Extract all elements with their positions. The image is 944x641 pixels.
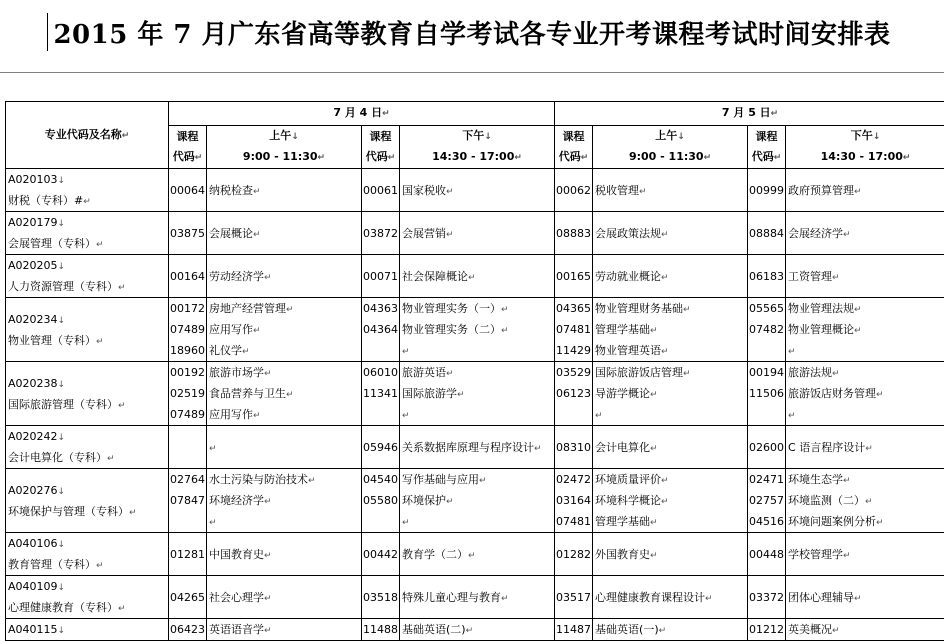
course-name: 外国教育史↵ xyxy=(595,544,745,565)
course-code-cell xyxy=(555,298,593,362)
course-name-cell xyxy=(593,212,748,255)
course-name: 国家税收↵ xyxy=(402,180,552,201)
course-code: 02472 xyxy=(556,469,591,490)
course-code: 04516 xyxy=(749,511,784,532)
major-name: 会计电算化（专科）↵ xyxy=(8,447,166,468)
course-code xyxy=(363,340,398,361)
course-name-cell xyxy=(400,255,555,298)
course-name-cell xyxy=(593,362,748,426)
course-name: 食品营养与卫生↵ xyxy=(209,383,359,404)
major-code: A020238↓ xyxy=(8,373,166,394)
course-code-cell xyxy=(748,576,786,619)
course-name-cell xyxy=(400,426,555,469)
course-code: 00165 xyxy=(556,266,591,287)
course-code-header: 课程 代码↵ xyxy=(748,126,786,169)
course-name-cell xyxy=(786,426,944,469)
text-cursor xyxy=(47,13,48,51)
course-code: 02764 xyxy=(170,469,205,490)
course-name-cell xyxy=(400,212,555,255)
course-name: 团体心理辅导↵ xyxy=(788,587,943,608)
course-code xyxy=(363,511,398,532)
course-name: 导游学概论↵ xyxy=(595,383,745,404)
course-code xyxy=(170,437,205,458)
course-name: 旅游英语↵ xyxy=(402,362,552,383)
course-code: 05580 xyxy=(363,490,398,511)
course-code-cell xyxy=(362,169,400,212)
course-code-cell xyxy=(748,255,786,298)
course-code: 06423 xyxy=(170,619,205,640)
course-code: 03875 xyxy=(170,223,205,244)
course-name: 会展政策法规↵ xyxy=(595,223,745,244)
course-code-cell xyxy=(555,169,593,212)
day-header-row xyxy=(6,102,944,126)
course-name: 税收管理↵ xyxy=(595,180,745,201)
course-name-cell xyxy=(207,576,362,619)
course-code-cell xyxy=(555,619,593,641)
course-code: 11506 xyxy=(749,383,784,404)
major-cell xyxy=(6,533,169,576)
course-code-cell xyxy=(362,533,400,576)
course-code: 05565 xyxy=(749,298,784,319)
course-code: 03518 xyxy=(363,587,398,608)
course-name-cell xyxy=(593,533,748,576)
course-name: 社会心理学↵ xyxy=(209,587,359,608)
course-name-cell xyxy=(400,298,555,362)
course-code-cell xyxy=(555,426,593,469)
course-name: 旅游市场学↵ xyxy=(209,362,359,383)
course-name-cell xyxy=(400,469,555,533)
course-name: 环境生态学↵ xyxy=(788,469,943,490)
course-code-cell xyxy=(748,533,786,576)
course-code: 00061 xyxy=(363,180,398,201)
course-code-cell xyxy=(362,576,400,619)
course-name: 工资管理↵ xyxy=(788,266,943,287)
course-code-cell xyxy=(362,298,400,362)
course-name-cell xyxy=(786,576,944,619)
course-name-cell xyxy=(207,533,362,576)
course-name: 关系数据库原理与程序设计↵ xyxy=(402,437,552,458)
course-name: ↵ xyxy=(402,404,552,425)
course-code: 07481 xyxy=(556,511,591,532)
course-code-cell xyxy=(555,576,593,619)
course-code: 03517 xyxy=(556,587,591,608)
course-name: 物业管理实务（二）↵ xyxy=(402,319,552,340)
course-name: 物业管理实务（一）↵ xyxy=(402,298,552,319)
course-name-cell xyxy=(786,298,944,362)
course-name: 劳动经济学↵ xyxy=(209,266,359,287)
course-name-cell xyxy=(593,169,748,212)
course-name-cell xyxy=(400,169,555,212)
course-name: 劳动就业概论↵ xyxy=(595,266,745,287)
table-row xyxy=(6,169,944,212)
course-code: 00164 xyxy=(170,266,205,287)
course-code-cell xyxy=(169,533,207,576)
course-code: 07489 xyxy=(170,319,205,340)
major-cell xyxy=(6,426,169,469)
course-code-header: 课程 代码↵ xyxy=(555,126,593,169)
course-code-cell xyxy=(169,255,207,298)
course-name-cell xyxy=(207,362,362,426)
course-code-cell xyxy=(555,362,593,426)
course-name: 国际旅游饭店管理↵ xyxy=(595,362,745,383)
table-row xyxy=(6,362,944,426)
table-row xyxy=(6,576,944,619)
course-name-cell xyxy=(593,576,748,619)
course-name: 环境质量评价↵ xyxy=(595,469,745,490)
major-code: A040109↓ xyxy=(8,576,166,597)
course-name: 会展概论↵ xyxy=(209,223,359,244)
major-code: A020276↓ xyxy=(8,480,166,501)
course-name: 会展营销↵ xyxy=(402,223,552,244)
course-code-cell xyxy=(555,469,593,533)
course-code: 04265 xyxy=(170,587,205,608)
course-code: 03529 xyxy=(556,362,591,383)
table-row xyxy=(6,298,944,362)
course-code xyxy=(363,404,398,425)
table-row xyxy=(6,619,944,641)
course-name-cell xyxy=(400,576,555,619)
course-name: 学校管理学↵ xyxy=(788,544,943,565)
course-name-cell xyxy=(786,255,944,298)
course-code: 00448 xyxy=(749,544,784,565)
course-name: 物业管理财务基础↵ xyxy=(595,298,745,319)
course-name: 英语语音学↵ xyxy=(209,619,359,640)
course-name-cell xyxy=(786,533,944,576)
major-code: A020179↓ xyxy=(8,212,166,233)
table-row xyxy=(6,469,944,533)
course-name-cell xyxy=(207,426,362,469)
course-code-cell xyxy=(362,362,400,426)
course-name: 物业管理法规↵ xyxy=(788,298,943,319)
course-name: ↵ xyxy=(402,340,552,361)
course-code: 02600 xyxy=(749,437,784,458)
course-name-cell xyxy=(207,212,362,255)
course-code-cell xyxy=(362,469,400,533)
major-code: A020234↓ xyxy=(8,309,166,330)
course-name: 环境经济学↵ xyxy=(209,490,359,511)
course-name: 水土污染与防治技术↵ xyxy=(209,469,359,490)
course-code: 00999 xyxy=(749,180,784,201)
course-name: 管理学基础↵ xyxy=(595,511,745,532)
table-row xyxy=(6,533,944,576)
course-code-cell xyxy=(748,212,786,255)
course-code: 07482 xyxy=(749,319,784,340)
course-name-cell xyxy=(207,619,362,641)
major-name: 教育管理（专科）↵ xyxy=(8,554,166,575)
course-name-cell xyxy=(400,362,555,426)
major-name: 财税（专科）#↵ xyxy=(8,190,166,211)
course-name-cell xyxy=(593,469,748,533)
course-code-cell xyxy=(748,169,786,212)
course-code: 11488 xyxy=(363,619,398,640)
course-name: 环境问题案例分析↵ xyxy=(788,511,943,532)
major-cell xyxy=(6,362,169,426)
course-name: 环境科学概论↵ xyxy=(595,490,745,511)
course-name: 写作基础与应用↵ xyxy=(402,469,552,490)
course-name: 政府预算管理↵ xyxy=(788,180,943,201)
major-code: A020205↓ xyxy=(8,255,166,276)
course-code-cell xyxy=(748,469,786,533)
course-name: 特殊儿童心理与教育↵ xyxy=(402,587,552,608)
course-name-cell xyxy=(593,426,748,469)
course-name: 管理学基础↵ xyxy=(595,319,745,340)
course-name-cell xyxy=(207,469,362,533)
course-code: 04365 xyxy=(556,298,591,319)
major-cell xyxy=(6,469,169,533)
course-name: ↵ xyxy=(209,511,359,532)
course-code: 06010 xyxy=(363,362,398,383)
course-code: 01281 xyxy=(170,544,205,565)
course-name: 会展经济学↵ xyxy=(788,223,943,244)
course-name-cell xyxy=(786,212,944,255)
course-code: 00172 xyxy=(170,298,205,319)
course-name: ↵ xyxy=(595,404,745,425)
course-name-cell xyxy=(593,298,748,362)
course-name: ↵ xyxy=(788,340,943,361)
course-name-cell xyxy=(207,255,362,298)
course-code: 00064 xyxy=(170,180,205,201)
course-name: 环境保护↵ xyxy=(402,490,552,511)
course-code: 00194 xyxy=(749,362,784,383)
day-2-header: 7 月 5 日↵ xyxy=(555,102,944,126)
header-divider xyxy=(0,72,944,73)
major-code: A020103↓ xyxy=(8,169,166,190)
day-1-header: 7 月 4 日↵ xyxy=(169,102,555,126)
course-name: 房地产经营管理↵ xyxy=(209,298,359,319)
course-code: 07489 xyxy=(170,404,205,425)
course-code-cell xyxy=(169,619,207,641)
course-name: 环境监测（二）↵ xyxy=(788,490,943,511)
major-name: 环境保护与管理（专科）↵ xyxy=(8,501,166,522)
major-cell xyxy=(6,169,169,212)
course-name: 物业管理英语↵ xyxy=(595,340,745,361)
course-name: 应用写作↵ xyxy=(209,319,359,340)
course-code: 08883 xyxy=(556,223,591,244)
day-2-pm-header: 下午↓ 14:30 - 17:00↵ xyxy=(786,126,944,169)
course-code: 01282 xyxy=(556,544,591,565)
course-code: 08884 xyxy=(749,223,784,244)
major-header: 专业代码及名称↵ xyxy=(6,102,169,169)
course-code-cell xyxy=(169,576,207,619)
course-name: ↵ xyxy=(788,404,943,425)
course-name: 心理健康教育课程设计↵ xyxy=(595,587,745,608)
course-code: 04364 xyxy=(363,319,398,340)
course-code-cell xyxy=(555,533,593,576)
major-name: 国际旅游管理（专科）↵ xyxy=(8,394,166,415)
course-code: 06123 xyxy=(556,383,591,404)
major-name: 心理健康教育（专科）↵ xyxy=(8,597,166,618)
page-title: 2015 年 7 月广东省高等教育自学考试各专业开考课程考试时间安排表 xyxy=(0,14,944,51)
major-name: 人力资源管理（专科）↵ xyxy=(8,276,166,297)
course-code-header: 课程 代码↵ xyxy=(362,126,400,169)
course-code: 03872 xyxy=(363,223,398,244)
course-code xyxy=(749,340,784,361)
course-code-cell xyxy=(748,426,786,469)
course-code-header: 课程 代码↵ xyxy=(169,126,207,169)
course-code: 18960 xyxy=(170,340,205,361)
course-code-cell xyxy=(748,619,786,641)
course-code: 07481 xyxy=(556,319,591,340)
course-name: 应用写作↵ xyxy=(209,404,359,425)
course-code-cell xyxy=(362,255,400,298)
course-code: 02757 xyxy=(749,490,784,511)
table-row xyxy=(6,255,944,298)
course-code-cell xyxy=(362,426,400,469)
course-code-cell xyxy=(169,469,207,533)
course-code-cell xyxy=(169,169,207,212)
major-name: 会展管理（专科）↵ xyxy=(8,233,166,254)
course-name: 物业管理概论↵ xyxy=(788,319,943,340)
major-cell xyxy=(6,298,169,362)
major-code: A040115↓ xyxy=(8,619,166,640)
course-name-cell xyxy=(207,298,362,362)
course-name: 社会保障概论↵ xyxy=(402,266,552,287)
major-name: 物业管理（专科）↵ xyxy=(8,330,166,351)
course-code: 04540 xyxy=(363,469,398,490)
course-code: 00071 xyxy=(363,266,398,287)
major-cell xyxy=(6,212,169,255)
major-code: A020242↓ xyxy=(8,426,166,447)
course-name: 中国教育史↵ xyxy=(209,544,359,565)
day-1-am-header: 上午↓ 9:00 - 11:30↵ xyxy=(207,126,362,169)
course-code-cell xyxy=(362,212,400,255)
course-code-cell xyxy=(362,619,400,641)
table-row xyxy=(6,212,944,255)
course-code-cell xyxy=(555,255,593,298)
course-name-cell xyxy=(786,619,944,641)
course-name-cell xyxy=(786,362,944,426)
course-name: 基础英语(一)↵ xyxy=(595,619,745,640)
course-name: 国际旅游学↵ xyxy=(402,383,552,404)
course-code: 11341 xyxy=(363,383,398,404)
course-code: 00192 xyxy=(170,362,205,383)
course-name-cell xyxy=(207,169,362,212)
course-name: 旅游法规↵ xyxy=(788,362,943,383)
course-name-cell xyxy=(400,619,555,641)
course-code: 05946 xyxy=(363,437,398,458)
course-name: 教育学（二）↵ xyxy=(402,544,552,565)
exam-schedule-table xyxy=(5,101,944,641)
course-name: C 语言程序设计↵ xyxy=(788,437,943,458)
day-2-am-header: 上午↓ 9:00 - 11:30↵ xyxy=(593,126,748,169)
course-code xyxy=(170,511,205,532)
course-code: 03372 xyxy=(749,587,784,608)
course-name-cell xyxy=(593,619,748,641)
course-name: 基础英语(二)↵ xyxy=(402,619,552,640)
course-name: 会计电算化↵ xyxy=(595,437,745,458)
course-name-cell xyxy=(400,533,555,576)
course-name: 英美概况↵ xyxy=(788,619,943,640)
course-name: ↵ xyxy=(209,437,359,458)
course-code: 00062 xyxy=(556,180,591,201)
course-code-cell xyxy=(169,212,207,255)
course-name: 纳税检查↵ xyxy=(209,180,359,201)
course-code: 06183 xyxy=(749,266,784,287)
course-name: 礼仪学↵ xyxy=(209,340,359,361)
course-name: ↵ xyxy=(402,511,552,532)
course-code-cell xyxy=(748,362,786,426)
major-cell xyxy=(6,255,169,298)
course-code-cell xyxy=(169,298,207,362)
course-code xyxy=(749,404,784,425)
table-row xyxy=(6,426,944,469)
course-name-cell xyxy=(786,169,944,212)
course-code: 03164 xyxy=(556,490,591,511)
course-name-cell xyxy=(786,469,944,533)
course-name-cell xyxy=(593,255,748,298)
course-code-cell xyxy=(169,362,207,426)
course-code: 02519 xyxy=(170,383,205,404)
course-code: 01212 xyxy=(749,619,784,640)
day-1-pm-header: 下午↓ 14:30 - 17:00↵ xyxy=(400,126,555,169)
course-code-cell xyxy=(169,426,207,469)
course-code: 04363 xyxy=(363,298,398,319)
course-code: 08310 xyxy=(556,437,591,458)
major-cell xyxy=(6,619,169,641)
course-code: 07847 xyxy=(170,490,205,511)
course-code-cell xyxy=(748,298,786,362)
course-code-cell xyxy=(555,212,593,255)
course-code: 00442 xyxy=(363,544,398,565)
course-code: 11429 xyxy=(556,340,591,361)
major-code: A040106↓ xyxy=(8,533,166,554)
course-name: 旅游饭店财务管理↵ xyxy=(788,383,943,404)
course-code: 02471 xyxy=(749,469,784,490)
course-code: 11487 xyxy=(556,619,591,640)
course-code xyxy=(556,404,591,425)
major-cell xyxy=(6,576,169,619)
